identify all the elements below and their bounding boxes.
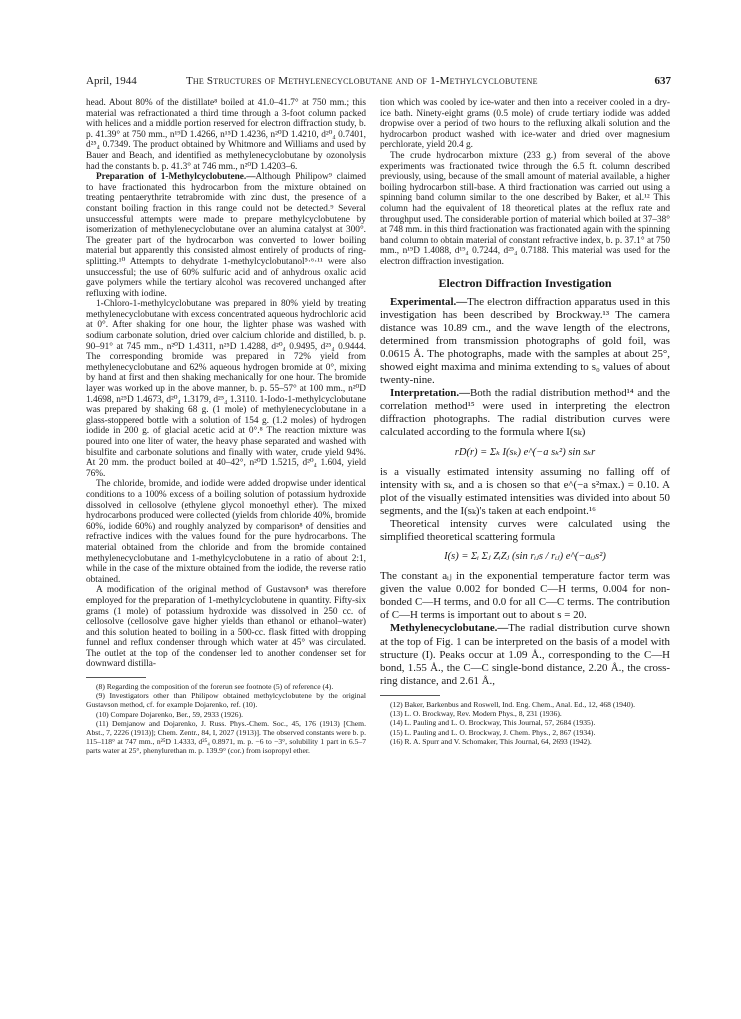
running-title: The Structures of Methylenecyclobutane and of 1-Methylcyclobutene [186,75,538,87]
subsection-heading: Methylenecyclobutane.— [390,622,509,635]
left-column [86,98,366,756]
issue-date: April, 1944 [86,75,137,87]
subsection-heading: Interpretation.— [390,387,470,400]
paragraph: Theoretical intensity curves were calculated using the simplified theoretical scattering formula [380,517,670,543]
paragraph: tion which was cooled by ice-water and then into a receiver cooled in a dry-ice bath. Ninety-eight grams (0.5 mole) of crude tertiary iodide was added dropwise over a period of two hours to the refluxing alkali solution and the hydrocarbon product washed with ice-water and dried over magnesium perchlorate, yield 20.4 g. [380,98,670,151]
equation-scattering-formula: I(s) = Σᵢ Σⱼ ZᵢZⱼ (sin rᵢⱼs / rᵢⱼ) e^(−aᵢⱼs²) [444,551,606,563]
paragraph: 1-Chloro-1-methylcyclobutane was prepared in 80% yield by treating methylenecyclobutane with excess concentrated aqueous hydrochloric acid at 0°. After shaking for one hour, the lighter phase was washed with sodium carbonate solution, dried over calcium chloride and distilled, b. p. 90–91° at 745 mm., n²⁰D 1.4311, n²⁵D 1.4288, d²⁰₄ 0.9495, d²⁵₄ 0.9444. The corresponding bromide was prepared in 72% yield from methylenecyclobutane and 62% aqueous hydrogen bromide at 0°, mixing by hand at first and then shaking mechanically for one hour. The bromide layer was worked up in the above manner, b. p. 55–57° at 100 mm., n²⁰D 1.4698, n²⁵D 1.4673, d²⁰₄ 1.3179, d²⁵₄ 1.3110. 1-Iodo-1-methylcyclobutane was prepared by shaking 68 g. (1 mole) of methylenecyclobutane in a glass-stoppered bottle with a solution of 154 g. (1.2 moles) of hydrogen iodide in 200 g. of glacial acetic acid at 0°.⁸ The reaction mixture was poured into one liter of water, the heavy phase separated and washed with bisulfite and carbonate solutions and finally with water, crude yield 94%. At 20 mm. the product boiled at 40–42°, n²⁰D 1.5215, d²⁰₄ 1.604, yield 76%. [86,299,366,479]
paragraph [380,387,670,439]
footnotes [86,682,366,756]
section-heading: Electron Diffraction Investigation [438,275,612,290]
paragraph: is a visually estimated intensity assuming no falling off of intensity with sₖ, and a is chosen so that e^(−a s²max.) = 0.10. A plot of the visually estimated intensities was divided into about 50 segments, and the I(sₖ)'s taken at each endpoint.¹⁶ [380,465,670,517]
paragraph-text: The electron diffraction apparatus used in this investigation has been described by Brockway.¹³ The camera distance was 10.89 cm., and the wave length of the electrons, determined from transmission photographs of gold foil, was 0.0615 Å. The photographs, made with the samples at about 25°, showed eight maxima and minima extending to s₀ values of about twenty-nine. [380,295,670,387]
footnote: (11) Demjanow and Dojarenko, J. Russ. Phys.-Chem. Soc., 45, 176 (1913) [Chem. Abst., 7, 2226 (1913)]; Chem. Zentr., 84, I, 2027 (1913)]. The observed constants were b. p. 115–118° at 747 mm., n²⁵D 1.4333, d²⁵₄ 0.8971, m. p. −6 to −3°, solubility 1 part in 6.5–7 parts water at 25°, phenylurethan m. p. 139.9° (cor.) from isopropyl ether. [86,718,366,756]
paragraph-text: Although Philipow⁹ claimed to have fractionated this hydrocarbon from the mixture obtained on treating pentaerythrite tetrabromide with zinc dust, the presence of a constant boiling fraction in this range could not be detected.⁹ Several unsuccessful attempts were made to prepare methylcyclobutene by isomerization of methylenecyclobutane over an alumina catalyst at 300°. The greater part of the hydrocarbon was converted to lower boiling material but apparently this consisted almost entirely of products of ring-splitting.¹⁰ Attempts to dehydrate 1-methylcyclobutanol⁵·⁶·¹¹ were also unsuccessful; the use of 60% sulfuric acid and of anhydrous oxalic acid gave polymers while the tertiary alcohol was recovered unchanged after refluxing with iodine. [86,172,366,299]
footnote: (9) Investigators other than Philipow obtained methylcyclobutene by the original Gustavson method, cf. for example Dojarenko, ref. (10). [86,691,366,710]
paragraph-text: The radial distribution curve shown at the top of Fig. 1 can be interpreted on the basis of a model with structure (I). Peaks occur at 1.09 Å., corresponding to the C—H bond, 1.55 Å., the C—C single-bond distance, 2.20 Å., the cross-ring distance, and 2.61 Å., [380,622,670,687]
reference: (12) Baker, Barkenbus and Roswell, Ind. Eng. Chem., Anal. Ed., 12, 468 (1940). [390,699,635,709]
page-header [86,74,671,88]
footnote: (10) Compare Dojarenko, Ber., 59, 2933 (1926). [96,709,243,719]
paragraph: head. About 80% of the distillate⁸ boiled at 41.0–41.7° at 750 mm.; this material was refractionated a third time through a 3-foot column packed with helices and a middle portion reserved for electron diffraction study, b. p. 41.39° at 750 mm., n¹⁹D 1.4266, n¹⁵D 1.4236, n²⁰D 1.4210, d²⁰₄ 0.7401, d²⁵₄ 0.7349. The product obtained by Whitmore and Williams and used by Bauer and Beach, and identified as methylenecyclobutane by ozonolysis had the constants b. p. 41.3° at 746 mm., n²⁰D 1.4203–6. [86,98,366,172]
references [380,700,670,746]
paragraph: A modification of the original method of Gustavson⁸ was therefore employed for the preparation of 1-methylcyclobutene in quantity. Fifty-six grams (1 mole) of potassium hydroxide was dissolved in 250 cc. of cellosolve (cellosolve gave higher yields than ethanol or ethanol–water) and this solution heated to boiling in a 500-cc. flask fitted with dropping funnel and reflux condenser through which water at 45° was circulated. The outlet at the top of the condenser led to another condenser set for downward distilla- [86,585,366,670]
footnote-divider [380,695,440,696]
subsection-heading: Experimental.— [390,295,468,308]
right-column [380,98,670,746]
paragraph: The constant aᵢⱼ in the exponential temperature factor term was given the value 0.002 for bonded C—H terms, 0.004 for non-bonded C—H terms, and 0.0 for all C—C terms. The contribution of C—H terms is important out to about s = 20. [380,570,670,622]
paragraph [380,296,670,388]
reference: (13) L. O. Brockway, Rev. Modern Phys., 8, 231 (1936). [390,709,562,719]
footnote-divider [86,677,146,678]
footnote: (8) Regarding the composition of the forerun see footnote (5) of reference (4). [96,682,334,692]
reference: (14) L. Pauling and L. O. Brockway, This Journal, 57, 2684 (1935). [390,718,596,728]
page-number: 637 [654,75,671,87]
paragraph: The chloride, bromide, and iodide were added dropwise under identical conditions to a 100% excess of a boiling solution of potassium hydroxide dissolved in cellosolve (ethylene glycol monoethyl ether). The mixed hydrocarbons produced were collected (yields from chloride 40%, bromide 60%, iodide 60%) and roughly analyzed by comparison⁸ of densities and refractive indices with the values found for the pure hydrocarbons. The material obtained from the chloride and from the bromide contained methylenecyclobutane and 1-methylcyclobutene in a ratio of about 2:1, while in the case of the mixture obtained from the iodide, the reverse ratio obtained. [86,479,366,585]
paragraph: The crude hydrocarbon mixture (233 g.) from several of the above experiments was fractionated twice through the 6.5 ft. column described previously, using, because of the small amount of material available, a higher boiling hydrocarbon still-base. A third fractionation was carried out using a spinning band column similar to the one described by Baker, et al.¹² This column had the equivalent of 18 theoretical plates at the reflux rate and throughput used. The considerable portion of material which boiled at 37–38° at 748 mm. in this third fractionation was fractionated again with the spinning band column to obtain material of constant refractive index, b. p. 37.1° at 750 mm., n¹⁹D 1.4088, d¹⁹₄ 0.7244, d²⁵₄ 0.7188. This material was used for the electron diffraction investigation. [380,150,670,267]
reference: (15) L. Pauling and L. O. Brockway, J. Chem. Phys., 2, 867 (1934). [390,727,596,737]
paragraph [380,622,670,687]
paragraph [86,172,366,299]
main-text [380,296,670,688]
reference: (16) R. A. Spurr and V. Schomaker, This Journal, 64, 2693 (1942). [390,736,592,746]
equation-radial-distribution: rD(r) = Σₖ I(sₖ) e^(−a sₖ²) sin sₖr [454,446,596,458]
subsection-heading: Preparation of 1-Methylcyclobutene.— [96,172,256,183]
paragraph-text: Both the radial distribution method¹⁴ and the correlation method¹⁵ were used in interpreting the electron diffraction photographs. The radial distribution curves were calculated according to the formula where I(sₖ) [380,387,670,439]
